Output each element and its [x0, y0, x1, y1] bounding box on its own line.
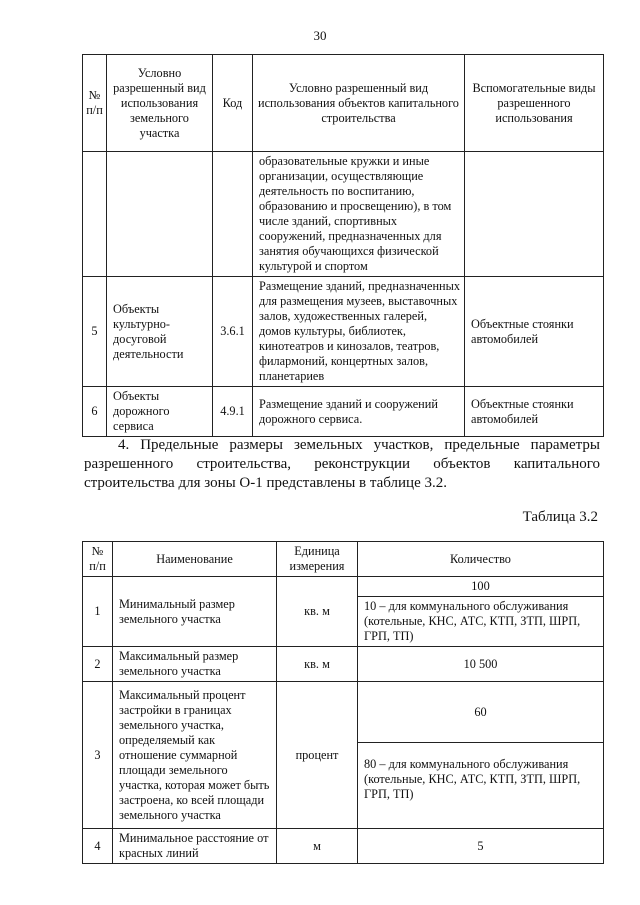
- cell-aux-use: Объектные стоянки автомобилей: [465, 277, 604, 387]
- header-aux-use: Вспомогательные виды разрешенного использования: [465, 55, 604, 152]
- cell-code: 3.6.1: [213, 277, 253, 387]
- paragraph-line-1: 4. Предельные размеры земельных участков, предельные параметры: [118, 437, 600, 453]
- table-caption: Таблица 3.2: [522, 509, 598, 525]
- cell-num: 2: [83, 647, 113, 682]
- header-land-use: Условно разрешенный вид использования земельного участка: [107, 55, 213, 152]
- table-row: [83, 152, 604, 277]
- header-code: Код: [213, 55, 253, 152]
- cell-name: Максимальный процент застройки в границах земельного участка, определяемый как отношение суммарной площади земельного участка, которая может быть застроена, ко всей площади земельного участка: [113, 682, 277, 829]
- cell-land-use: Объекты культурно-досуговой деятельности: [107, 277, 213, 387]
- cell-building-use: Размещение зданий, предназначенных для размещения музеев, выставочных залов, художественных галерей, домов культуры, библиотек, кинотеатров и кинозалов, театров, филармоний, концертных залов, планетариев: [253, 277, 465, 387]
- cell-quantity: 5: [358, 829, 604, 864]
- cell-land-use: [107, 152, 213, 277]
- table-row: [83, 647, 604, 682]
- quantity-note: 80 – для коммунального обслуживания (котельные, КНС, АТС, КТП, ЗТП, ШРП, ГРП, ТП): [364, 757, 581, 801]
- header-num: № п/п: [83, 542, 113, 577]
- cell-quantity: 10 500: [358, 647, 604, 682]
- cell-name: Минимальный размер земельного участка: [113, 577, 277, 647]
- cell-unit: м: [277, 829, 358, 864]
- cell-num: 4: [83, 829, 113, 864]
- cell-code: 4.9.1: [213, 387, 253, 437]
- paragraph-line-2: разрешенного строительства, реконструкции объектов капитального: [84, 456, 600, 472]
- table-row: [83, 577, 604, 647]
- cell-aux-use: [465, 152, 604, 277]
- table-row: [83, 387, 604, 437]
- cell-building-use: образовательные кружки и иные организации, осуществляющие деятельность по воспитанию, образованию и просвещению), в том числе зданий, спортивных сооружений, предназначенных для занятия обучающихся физической культурой и спортом: [253, 152, 465, 277]
- parameters-table: [82, 541, 604, 864]
- table-header-row: [83, 55, 604, 152]
- cell-num: 5: [83, 277, 107, 387]
- page-number: 30: [313, 28, 327, 43]
- quantity-note: 10 – для коммунального обслуживания (котельные, КНС, АТС, КТП, ЗТП, ШРП, ГРП, ТП): [364, 599, 581, 643]
- header-building-use: Условно разрешенный вид использования объектов капитального строительства: [253, 55, 465, 152]
- paragraph: [84, 436, 600, 493]
- cell-code: [213, 152, 253, 277]
- table-row: [83, 829, 604, 864]
- quantity-main: 100: [358, 577, 603, 597]
- cell-unit: процент: [277, 682, 358, 829]
- header-unit: Единица измерения: [277, 542, 358, 577]
- table-row: [83, 682, 604, 829]
- land-use-table: [82, 54, 604, 437]
- quantity-main: 60: [358, 682, 603, 743]
- cell-name: Минимальное расстояние от красных линий: [113, 829, 277, 864]
- paragraph-line-3: строительства для зоны О-1 представлены в таблице 3.2.: [84, 475, 447, 491]
- header-name: Наименование: [113, 542, 277, 577]
- cell-num: 1: [83, 577, 113, 647]
- cell-building-use: Размещение зданий и сооружений дорожного сервиса.: [253, 387, 465, 437]
- cell-unit: кв. м: [277, 577, 358, 647]
- cell-land-use: Объекты дорожного сервиса: [107, 387, 213, 437]
- cell-quantity: [358, 577, 604, 647]
- table-row: [83, 277, 604, 387]
- cell-num: 6: [83, 387, 107, 437]
- header-num: № п/п: [83, 55, 107, 152]
- table-header-row: [83, 542, 604, 577]
- header-quantity: Количество: [358, 542, 604, 577]
- cell-unit: кв. м: [277, 647, 358, 682]
- cell-aux-use: Объектные стоянки автомобилей: [465, 387, 604, 437]
- cell-num: [83, 152, 107, 277]
- cell-num: 3: [83, 682, 113, 829]
- cell-name: Максимальный размер земельного участка: [113, 647, 277, 682]
- cell-quantity: [358, 682, 604, 829]
